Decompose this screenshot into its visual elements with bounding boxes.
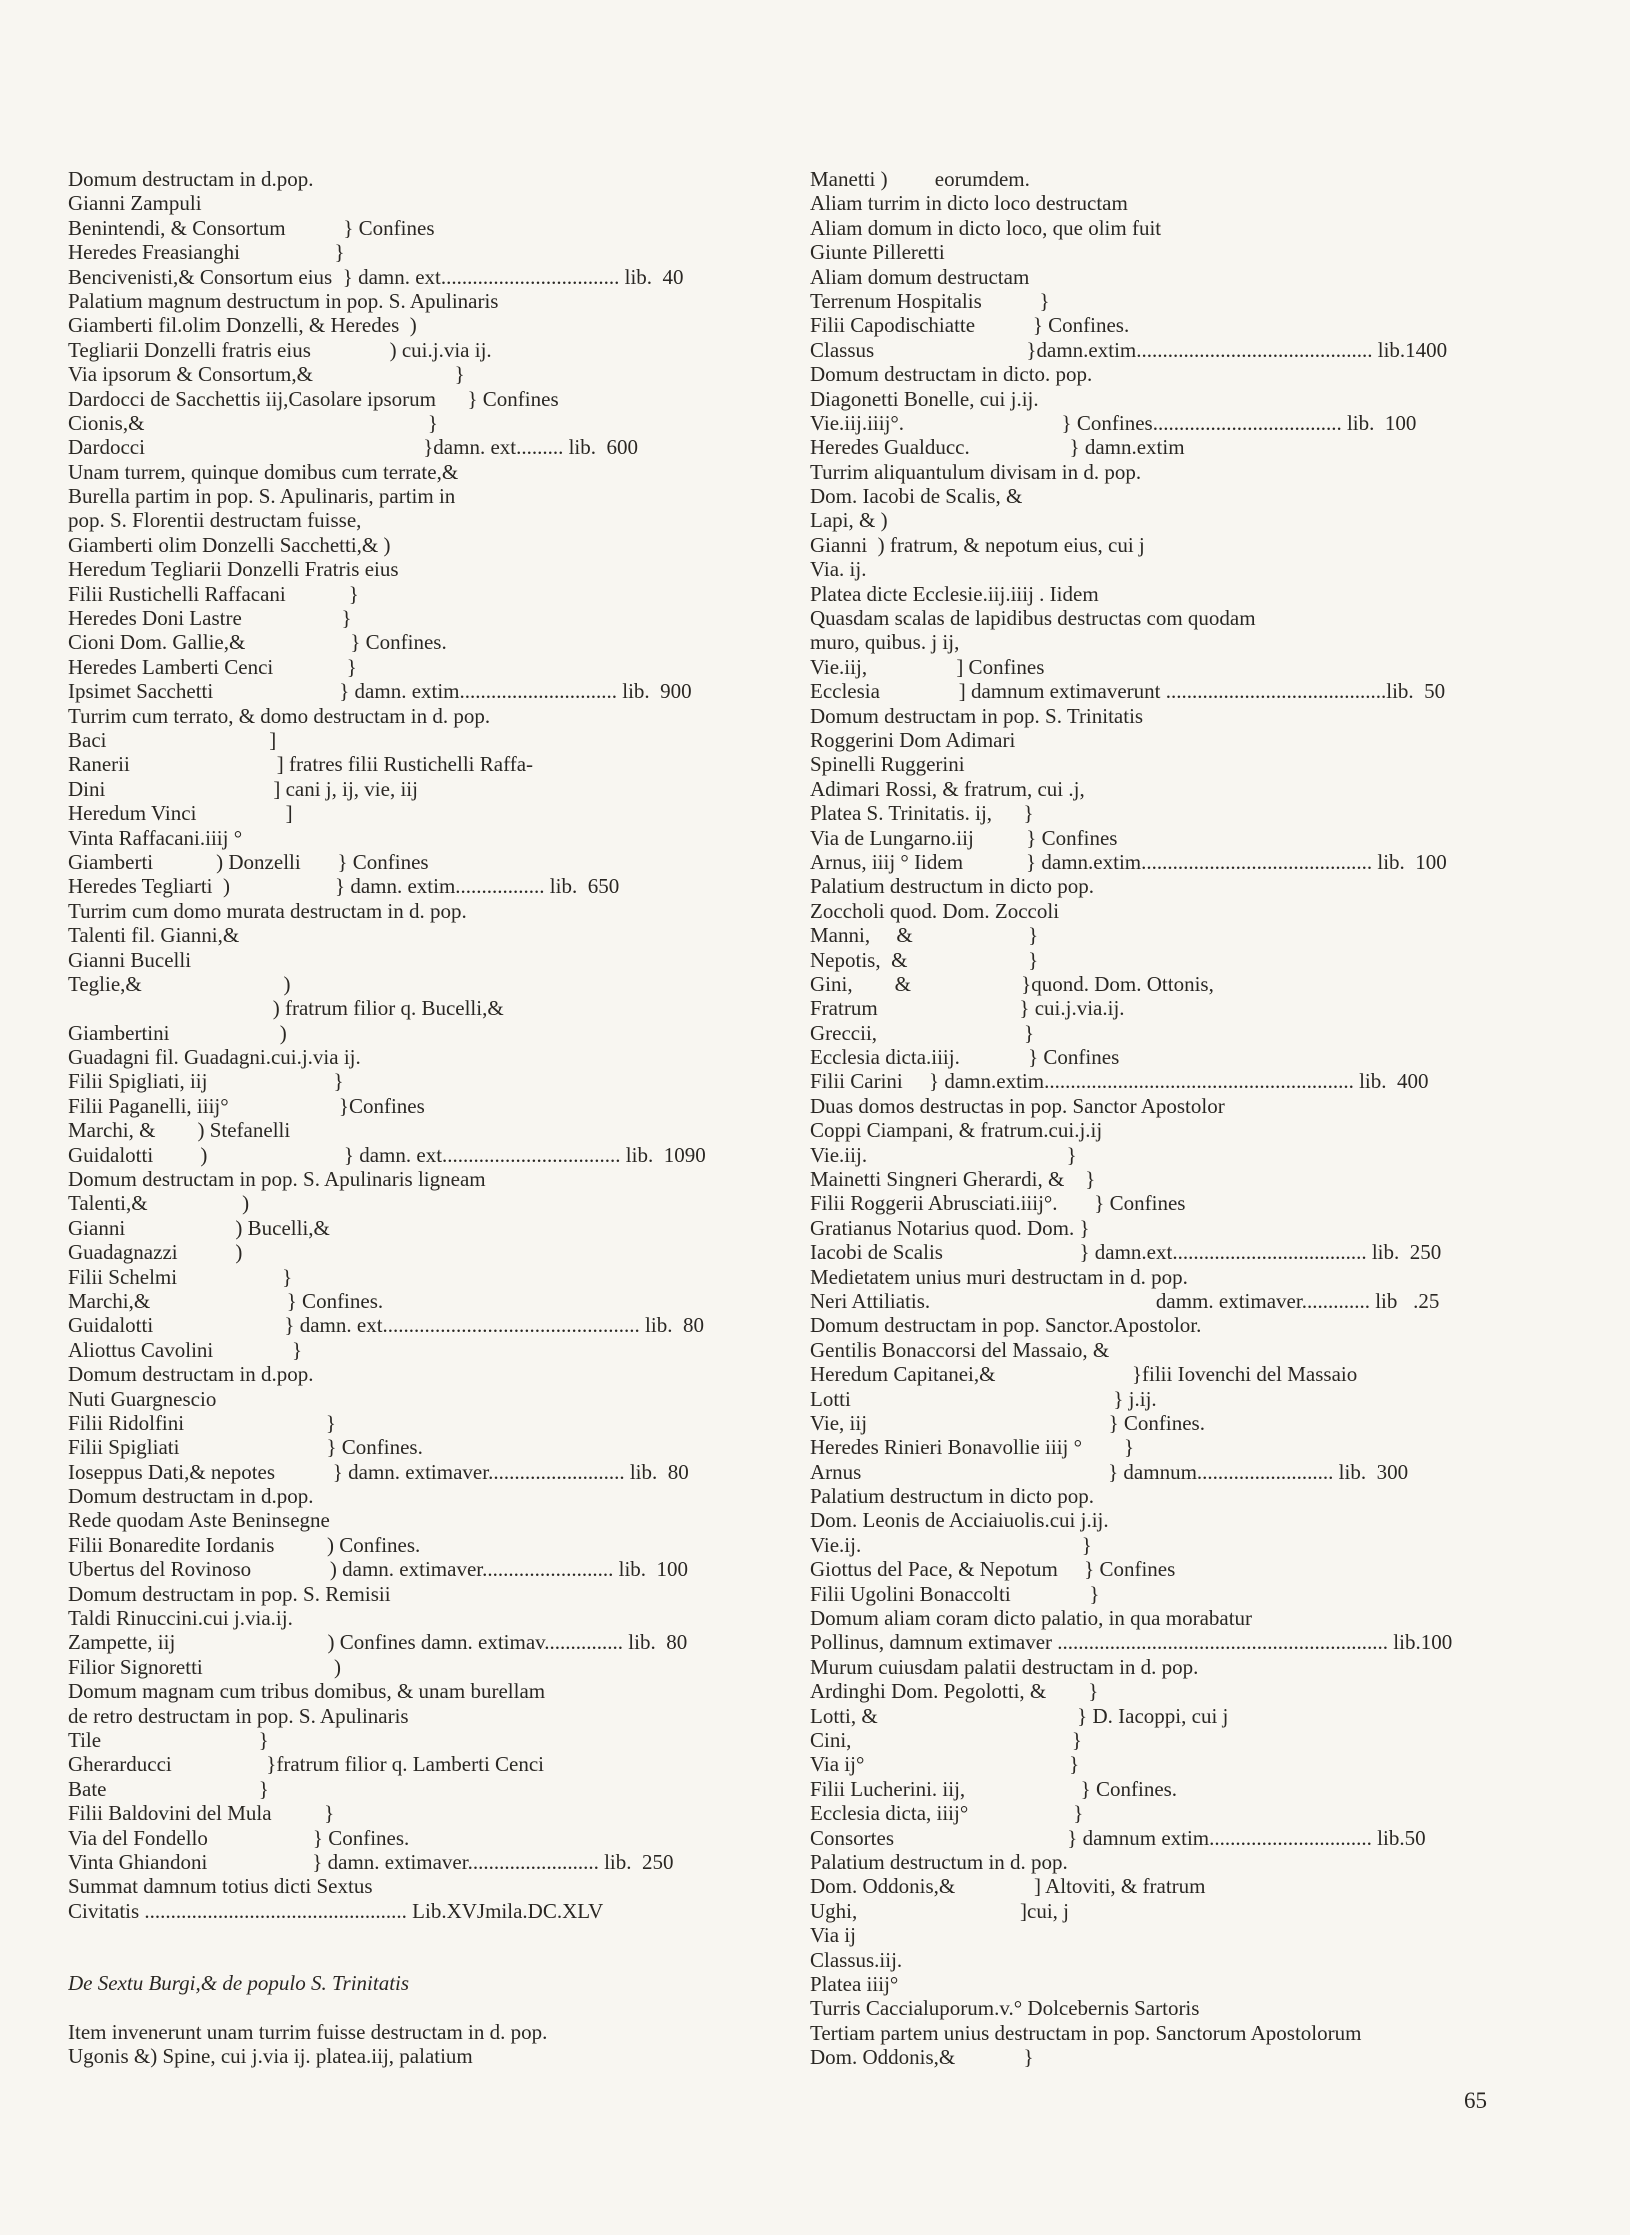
text-line: Via del Fondello } Confines. bbox=[68, 1825, 410, 1850]
text-line: Marchi, & ) Stefanelli bbox=[68, 1118, 291, 1143]
text-line: Vie.ij. } bbox=[810, 1532, 1092, 1557]
text-line: Cioni Dom. Gallie,& } Confines. bbox=[68, 630, 447, 655]
text-line: Turrim cum terrato, & domo destructam in d. pop. bbox=[68, 703, 491, 728]
text-line: Dini ] cani j, ij, vie, iij bbox=[68, 776, 418, 801]
text-line: Heredum Tegliarii Donzelli Fratris eius bbox=[68, 557, 399, 582]
text-line: Ardinghi Dom. Pegolotti, & } bbox=[810, 1679, 1099, 1704]
text-line: Ecclesia dicta.iiij. } Confines bbox=[810, 1045, 1120, 1070]
text-line: Filii Spigliati } Confines. bbox=[68, 1435, 423, 1460]
text-line: Gianni Bucelli bbox=[68, 947, 192, 972]
text-line: Filii Bonaredite Iordanis ) Confines. bbox=[68, 1532, 421, 1557]
text-line: Benintendi, & Consortum } Confines bbox=[68, 215, 435, 240]
text-line: Giamberti ) Donzelli } Confines bbox=[68, 849, 429, 874]
text-line: Classus.iij. bbox=[810, 1947, 903, 1972]
text-line: Tile } bbox=[68, 1728, 269, 1752]
text-line: Item invenerunt unam turrim fuisse destructam in d. pop. bbox=[68, 2019, 548, 2044]
text-line: Taldi Rinuccini.cui j.via.ij. bbox=[68, 1606, 293, 1631]
text-line: Dardocci }damn. ext......... lib. 600 bbox=[68, 435, 639, 460]
text-line: Zoccholi quod. Dom. Zoccoli bbox=[810, 898, 1060, 923]
text-line: Guadagni fil. Guadagni.cui.j.via ij. bbox=[68, 1045, 361, 1070]
text-line: Teglie,& ) bbox=[68, 971, 291, 996]
text-line: Dardocci de Sacchettis iij,Casolare ipsorum } Confines bbox=[68, 386, 559, 411]
text-line: Pollinus, damnum extimaver ............................................................... lib.100 bbox=[810, 1630, 1453, 1655]
text-line: Filii Ridolfini } bbox=[68, 1410, 336, 1435]
text-line: Ughi, ]cui, j bbox=[810, 1898, 1069, 1923]
text-line: Arnus, iiij ° Iidem } damn.extim............................................ lib. 100 bbox=[810, 849, 1447, 874]
text-line: Talenti fil. Gianni,& bbox=[68, 923, 240, 948]
text-line: Aliam domum destructam bbox=[810, 264, 1030, 289]
text-line: Via ipsorum & Consortum,& } bbox=[68, 362, 465, 387]
text-line: Domum destructam in d.pop. bbox=[68, 1362, 314, 1387]
text-line: Tertiam partem unius destructam in pop. Sanctorum Apostolorum bbox=[810, 2020, 1362, 2045]
text-line: Filii Spigliati, iij } bbox=[68, 1069, 344, 1094]
text-line: Giunte Pilleretti bbox=[810, 240, 945, 265]
text-line: Terrenum Hospitalis } bbox=[810, 288, 1050, 313]
text-line: Domum destructam in pop. Sanctor.Apostolor. bbox=[810, 1313, 1202, 1338]
text-line: Bencivenisti,& Consortum eius } damn. ext.................................. lib. 40 bbox=[68, 264, 684, 289]
text-line: Heredes Gualducc. } damn.extim bbox=[810, 435, 1185, 460]
text-line: Aliam turrim in dicto loco destructam bbox=[810, 191, 1128, 216]
text-line: Heredes Doni Lastre } bbox=[68, 606, 352, 631]
text-line: Zampette, iij ) Confines damn. extimav............... lib. 80 bbox=[68, 1630, 688, 1655]
text-line: Filior Signoretti ) bbox=[68, 1654, 341, 1679]
text-line: Ioseppus Dati,& nepotes } damn. extimaver.......................... lib. 80 bbox=[68, 1459, 689, 1484]
text-line: de retro destructam in pop. S. Apulinaris bbox=[68, 1703, 409, 1728]
text-line: Neri Attiliatis. damm. extimaver............. lib .25 bbox=[810, 1288, 1440, 1313]
text-line: Filii Capodischiatte } Confines. bbox=[810, 313, 1130, 338]
right-entry-list bbox=[810, 167, 1510, 2069]
text-line: Vinta Ghiandoni } damn. extimaver......................... lib. 250 bbox=[68, 1849, 674, 1874]
text-line: Gini, & }quond. Dom. Ottonis, bbox=[810, 971, 1214, 996]
text-line: Vinta Raffacani.iiij ° bbox=[68, 825, 243, 850]
spacer bbox=[68, 1947, 758, 1971]
text-line: Heredes Tegliarti ) } damn. extim................. lib. 650 bbox=[68, 874, 620, 899]
text-line: Manni, & } bbox=[810, 923, 1039, 948]
text-line: Gianni Zampuli bbox=[68, 191, 202, 216]
text-line: Guadagnazzi ) bbox=[68, 1240, 243, 1265]
text-line: Aliottus Cavolini } bbox=[68, 1337, 303, 1362]
text-line: Giamberti olim Donzelli Sacchetti,& ) bbox=[68, 532, 391, 557]
text-line: Aliam domum in dicto loco, que olim fuit bbox=[810, 215, 1162, 240]
text-line: Cionis,& } bbox=[68, 410, 439, 435]
left-entry-list bbox=[68, 167, 758, 1923]
text-line: Greccii, } bbox=[810, 1020, 1035, 1045]
text-line: Palatium destructum in dicto pop. bbox=[810, 874, 1095, 899]
text-line: Spinelli Ruggerini bbox=[810, 752, 965, 777]
text-line: Heredum Vinci ] bbox=[68, 801, 293, 826]
text-line: Lapi, & ) bbox=[810, 508, 888, 533]
text-line: Giambertini ) bbox=[68, 1020, 287, 1045]
text-line: Via ij bbox=[810, 1923, 856, 1948]
text-line: Dom. Iacobi de Scalis, & bbox=[810, 484, 1023, 509]
text-line: Domum destructam in d.pop. bbox=[68, 1484, 314, 1509]
text-line: ) fratrum filior q. Bucelli,& bbox=[68, 996, 504, 1021]
text-line: Cini, } bbox=[810, 1728, 1083, 1752]
text-line: Quasdam scalas de lapidibus destructas com quodam bbox=[810, 606, 1256, 631]
page-number: 65 bbox=[1464, 2088, 1487, 2113]
text-line: Fratrum } cui.j.via.ij. bbox=[810, 996, 1125, 1021]
text-line: Domum destructam in pop. S. Apulinaris ligneam bbox=[68, 1167, 486, 1192]
text-line: Heredes Lamberti Cenci } bbox=[68, 654, 357, 679]
text-line: Bate } bbox=[68, 1776, 269, 1801]
text-line: Domum magnam cum tribus domibus, & unam burellam bbox=[68, 1679, 546, 1704]
text-line: Vie.iij.iiij°. } Confines.................................... lib. 100 bbox=[810, 410, 1417, 435]
text-line: Duas domos destructas in pop. Sanctor Apostolor bbox=[810, 1093, 1225, 1118]
text-line: Ubertus del Rovinoso ) damn. extimaver......................... lib. 100 bbox=[68, 1557, 689, 1582]
text-line: Gratianus Notarius quod. Dom. } bbox=[810, 1215, 1090, 1240]
right-column bbox=[810, 167, 1510, 2069]
text-line: Heredes Rinieri Bonavollie iiij ° } bbox=[810, 1435, 1135, 1460]
text-line: Dom. Oddonis,& ] Altoviti, & fratrum bbox=[810, 1874, 1206, 1899]
text-line: Via ij° } bbox=[810, 1752, 1080, 1777]
text-line: Via. ij. bbox=[810, 557, 867, 582]
text-line: Medietatem unius muri destructam in d. pop. bbox=[810, 1264, 1188, 1289]
text-line: Domum destructam in pop. S. Remisii bbox=[68, 1581, 391, 1606]
left-tail-list bbox=[68, 2020, 758, 2069]
text-line: Burella partim in pop. S. Apulinaris, partim in bbox=[68, 484, 456, 509]
text-line: Coppi Ciampani, & fratrum.cui.j.ij bbox=[810, 1118, 1103, 1143]
text-line: Mainetti Singneri Gherardi, & } bbox=[810, 1167, 1096, 1192]
text-line: Lotti } j.ij. bbox=[810, 1386, 1157, 1411]
spacer bbox=[68, 1996, 758, 2020]
text-line: Filii Lucherini. iij, } Confines. bbox=[810, 1776, 1178, 1801]
text-line: Adimari Rossi, & fratrum, cui .j, bbox=[810, 776, 1085, 801]
text-line: Ecclesia ] damnum extimaverunt ..........................................lib. 50 bbox=[810, 679, 1446, 704]
text-line: muro, quibus. j ij, bbox=[810, 630, 960, 655]
text-line: Nuti Guargnescio bbox=[68, 1386, 217, 1411]
text-line: Baci ] bbox=[68, 727, 277, 752]
text-line: Filii Rustichelli Raffacani } bbox=[68, 581, 359, 606]
text-line: Domum aliam coram dicto palatio, in qua morabatur bbox=[810, 1606, 1253, 1631]
text-line: Giamberti fil.olim Donzelli, & Heredes ) bbox=[68, 313, 417, 338]
text-line: Vie.iij. } bbox=[810, 1142, 1077, 1167]
text-line: Heredum Capitanei,& }filii Iovenchi del Massaio bbox=[810, 1362, 1358, 1387]
text-line: Heredes Freasianghi } bbox=[68, 240, 345, 265]
text-line: Turrim aliquantulum divisam in d. pop. bbox=[810, 459, 1142, 484]
text-line: Gianni ) fratrum, & nepotum eius, cui j bbox=[810, 532, 1145, 557]
text-line: Filii Carini } damn.extim........................................................... lib. 400 bbox=[810, 1069, 1429, 1094]
text-line: Guidalotti ) } damn. ext.................................. lib. 1090 bbox=[68, 1142, 706, 1167]
text-line: Platea dicte Ecclesie.iij.iiij . Iidem bbox=[810, 581, 1099, 606]
text-line: Talenti,& ) bbox=[68, 1191, 250, 1216]
text-line: Palatium destructum in d. pop. bbox=[810, 1849, 1068, 1874]
text-line: Palatium magnum destructum in pop. S. Apulinaris bbox=[68, 288, 499, 313]
text-line: Unam turrem, quinque domibus cum terrate,& bbox=[68, 459, 459, 484]
text-line: Platea iiij° bbox=[810, 1971, 899, 1996]
text-line: Diagonetti Bonelle, cui j.ij. bbox=[810, 386, 1039, 411]
text-line: Gianni ) Bucelli,& bbox=[68, 1215, 330, 1240]
text-line: Dom. Oddonis,& } bbox=[810, 2045, 1034, 2070]
text-line: Rede quodam Aste Beninsegne bbox=[68, 1508, 330, 1533]
text-line: pop. S. Florentii destructam fuisse, bbox=[68, 508, 362, 533]
text-line: Turris Caccialuporum.v.° Dolcebernis Sartoris bbox=[810, 1996, 1200, 2021]
text-line: Marchi,& } Confines. bbox=[68, 1288, 384, 1313]
left-column bbox=[68, 167, 758, 2068]
text-line: Platea S. Trinitatis. ij, } bbox=[810, 801, 1034, 826]
text-line: Filii Schelmi } bbox=[68, 1264, 293, 1289]
text-line: Ipsimet Sacchetti } damn. extim.............................. lib. 900 bbox=[68, 679, 692, 704]
section-heading: De Sextu Burgi,& de populo S. Trinitatis bbox=[68, 1971, 410, 1996]
text-line: Gentilis Bonaccorsi del Massaio, & bbox=[810, 1337, 1110, 1362]
text-line: Guidalotti } damn. ext................................................. lib. 80 bbox=[68, 1313, 704, 1338]
text-line: Via de Lungarno.iij } Confines bbox=[810, 825, 1118, 850]
text-line: Tegliarii Donzelli fratris eius ) cui.j.via ij. bbox=[68, 337, 492, 362]
text-line: Nepotis, & } bbox=[810, 947, 1039, 972]
text-line: Filii Baldovini del Mula } bbox=[68, 1801, 335, 1826]
text-line: Dom. Leonis de Acciaiuolis.cui j.ij. bbox=[810, 1508, 1109, 1533]
text-line: Arnus } damnum.......................... lib. 300 bbox=[810, 1459, 1409, 1484]
text-line: Ecclesia dicta, iiij° } bbox=[810, 1801, 1084, 1826]
text-line: Turrim cum domo murata destructam in d. pop. bbox=[68, 898, 467, 923]
text-line: Filii Roggerii Abrusciati.iiij°. } Confines bbox=[810, 1191, 1186, 1216]
text-line: Civitatis .................................................. Lib.XVJmila.DC.XLV bbox=[68, 1898, 604, 1923]
text-line: Gherarducci }fratrum filior q. Lamberti Cenci bbox=[68, 1752, 545, 1777]
text-line: Giottus del Pace, & Nepotum } Confines bbox=[810, 1557, 1176, 1582]
text-line: Iacobi de Scalis } damn.ext..................................... lib. 250 bbox=[810, 1240, 1442, 1265]
text-line: Consortes } damnum extim............................... lib.50 bbox=[810, 1825, 1426, 1850]
text-line: Filii Paganelli, iiij° }Confines bbox=[68, 1093, 425, 1118]
text-line: Ugonis &) Spine, cui j.via ij. platea.iij, palatium bbox=[68, 2043, 473, 2068]
text-line: Domum destructam in dicto. pop. bbox=[810, 362, 1093, 387]
text-line: Vie.iij, ] Confines bbox=[810, 654, 1045, 679]
text-line: Murum cuiusdam palatii destructam in d. pop. bbox=[810, 1654, 1199, 1679]
text-line: Vie, iij } Confines. bbox=[810, 1410, 1205, 1435]
text-line: Classus }damn.extim............................................. lib.1400 bbox=[810, 337, 1448, 362]
text-line: Palatium destructum in dicto pop. bbox=[810, 1484, 1095, 1509]
spacer bbox=[68, 1923, 758, 1947]
text-line: Summat damnum totius dicti Sextus bbox=[68, 1874, 373, 1899]
text-line: Roggerini Dom Adimari bbox=[810, 727, 1016, 752]
text-line: Domum destructam in d.pop. bbox=[68, 167, 314, 191]
text-line: Filii Ugolini Bonaccolti } bbox=[810, 1581, 1100, 1606]
text-line: Lotti, & } D. Iacoppi, cui j bbox=[810, 1703, 1229, 1728]
text-line: Manetti ) eorumdem. bbox=[810, 167, 1030, 191]
text-line: Ranerii ] fratres filii Rustichelli Raffa- bbox=[68, 752, 534, 777]
text-line: Domum destructam in pop. S. Trinitatis bbox=[810, 703, 1144, 728]
